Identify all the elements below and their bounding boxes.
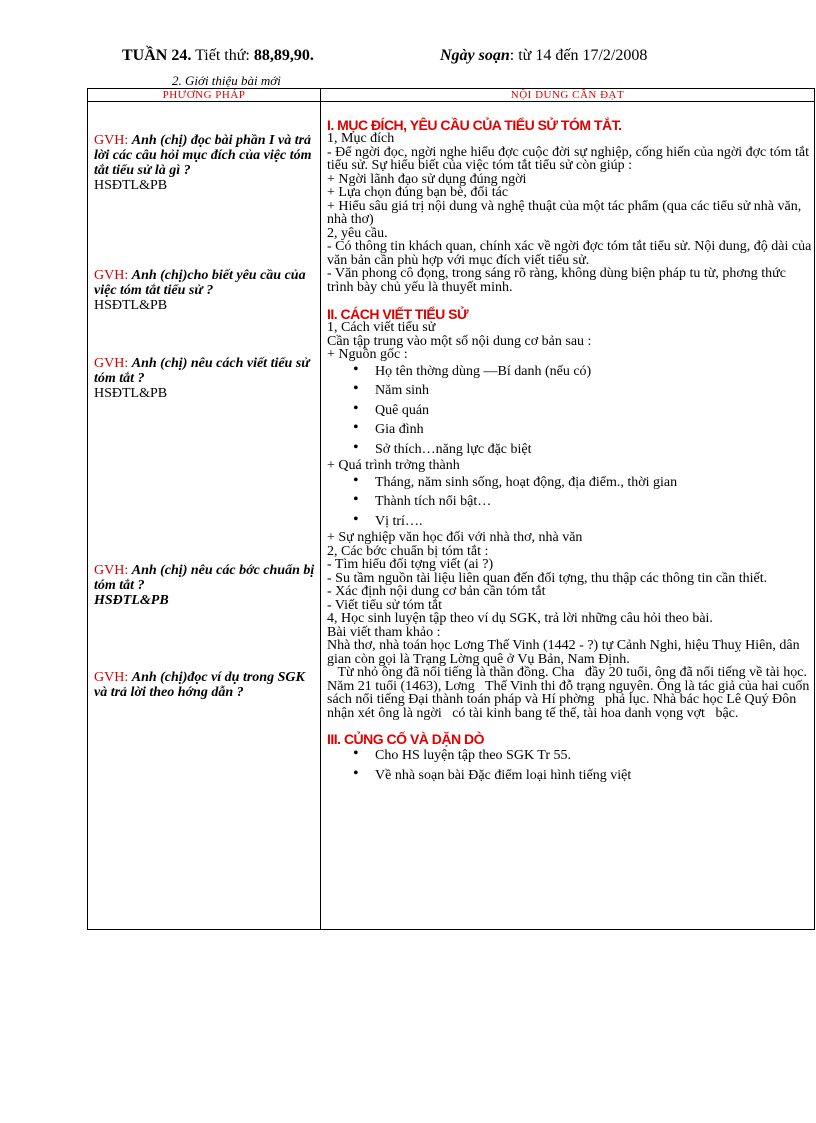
section-2-line: 1, Cách viết tiểu sử bbox=[327, 320, 436, 335]
section-3-title: III. CỦNG CỐ VÀ DẶN DÒ bbox=[327, 731, 485, 747]
section-2-line: + Quá trình trởng thành bbox=[327, 458, 460, 473]
method-column bbox=[88, 102, 321, 930]
section-2-line: - Xác định nội dung cơ bản cần tóm tắt bbox=[327, 584, 546, 599]
teacher-question-4: GVH: Anh (chị) nêu các bớc chuẩn bị tóm tắt ? HSĐTL&PB bbox=[94, 563, 315, 608]
section-1-line: - Để ngời đọc, ngời nghe hiểu đợc cuộc đời sự nghiệp, cống hiến của ngời đợc tóm tắt tiểu sử. Sự hiểu biết của việc tóm tắt tiểu sử còn giúp : bbox=[327, 144, 810, 173]
list-item: • Năm sinh bbox=[327, 381, 814, 401]
list-item: • Cho HS luyện tập theo SGK Tr 55. bbox=[327, 746, 814, 766]
teacher-question-1: GVH: Anh (chị) đọc bài phần I và trả lời các câu hỏi mục đích của việc tóm tắt tiểu sử là gì ? HSĐTL&PB bbox=[94, 133, 312, 193]
section-2-line: + Nguồn gốc : bbox=[327, 347, 408, 362]
list-item: • Quê quán bbox=[327, 401, 814, 421]
list-item: • Tháng, năm sinh sống, hoạt động, địa điểm., thời gian bbox=[327, 473, 814, 493]
date-value: : từ 14 đến 17/2/2008 bbox=[509, 47, 648, 64]
section-2-line: Nhà thơ, nhà toán học Lơng Thế Vinh (1442 - ?) tự Cảnh Nghi, hiệu Thuỵ Hiên, dân gian còn gọi là Trạng Lờng quê ở Vụ Bản, Nam Định. bbox=[327, 638, 800, 667]
subheading: 2. Giới thiệu bài mới bbox=[172, 73, 281, 88]
lesson-table bbox=[87, 88, 815, 930]
list-item: • Về nhà soạn bài Đặc điểm loại hình tiếng việt bbox=[327, 766, 814, 786]
list-item: • Vị trí…. bbox=[327, 512, 814, 532]
section-1-line: 1, Mục đích bbox=[327, 131, 395, 146]
list-item: • Thành tích nổi bật… bbox=[327, 492, 814, 512]
section-2-line: - Viết tiểu sử tóm tắt bbox=[327, 597, 442, 613]
section-2-line: Bài viết tham khảo : bbox=[327, 624, 441, 640]
date-label: Ngày soạn bbox=[440, 47, 510, 64]
content-column bbox=[321, 102, 815, 930]
page-header bbox=[122, 47, 648, 65]
section-2-line: Cần tập trung vào một số nội dung cơ bản sau : bbox=[327, 333, 592, 349]
section-1-line: 2, yêu cầu. bbox=[327, 225, 388, 241]
list-item: • Gia đình bbox=[327, 420, 814, 440]
section-2-line: - Tìm hiểu đối tợng viết (ai ?) bbox=[327, 557, 494, 572]
section-2-line: + Sự nghiệp văn học đối với nhà thơ, nhà văn bbox=[327, 530, 583, 545]
date-block bbox=[440, 47, 647, 65]
list-item: • Họ tên thờng dùng —Bí danh (nếu có) bbox=[327, 362, 814, 382]
teacher-question-2: GVH: Anh (chị)cho biết yêu cầu của việc tóm tắt tiểu sử ? HSĐTL&PB bbox=[94, 268, 306, 313]
list-item: • Sở thích…năng lực đặc biệt bbox=[327, 440, 814, 460]
section-1-line: - Văn phong cô đọng, trong sáng rõ ràng, không dùng biện pháp tu từ, phơng thức trình bày chủ yếu là thuyết minh. bbox=[327, 266, 786, 295]
section-1-line: + Ngời lãnh đạo sử dụng đúng ngời bbox=[327, 171, 527, 187]
teacher-question-5: GVH: Anh (chị)đọc ví dụ trong SGK và trả lời theo hớng dẫn ? bbox=[94, 670, 305, 700]
col-header-method: PHƯƠNG PHÁP bbox=[88, 89, 321, 102]
section-2-title: II. CÁCH VIẾT TIỂU SỬ bbox=[327, 306, 469, 322]
period-label: Tiết thứ: bbox=[195, 47, 250, 64]
section-2-line: Từ nhỏ ông đã nổi tiếng là thần đồng. Cha đầy 20 tuổi, ông đã nổi tiếng về tài học. Năm 21 tuổi (1463), Lơng Thế Vinh thi đỗ trạng nguyên. Ông là tác giả của hai cuốn sách nổi tiếng Đại thành toán pháp và Hí phờng phả lục. Nhà bác học Lê Quý Đôn nhận xét ông là ngời có tài kinh bang tế thế, tài hoa danh vọng vợt bậc. bbox=[327, 665, 813, 721]
section-1-line: + Hiểu sâu giá trị nội dung và nghệ thuật của một tác phẩm (qua các tiểu sử nhà văn, nhà thơ) bbox=[327, 198, 802, 227]
section-2-line: 2, Các bớc chuẩn bị tóm tắt : bbox=[327, 543, 489, 559]
section-1-title: I. MỤC ĐÍCH, YÊU CẦU CỦA TIỂU SỬ TÓM TẮT. bbox=[327, 117, 622, 133]
period-value: 88,89,90. bbox=[253, 47, 314, 64]
section-2-line: 4, Học sinh luyện tập theo ví dụ SGK, trả lời những câu hỏi theo bài. bbox=[327, 611, 713, 626]
section-2-line: - Su tầm nguồn tài liệu liên quan đến đối tợng, thu thập các thông tin cần thiết. bbox=[327, 570, 768, 586]
week-label: TUẦN 24. bbox=[122, 47, 192, 64]
teacher-question-3: GVH: Anh (chị) nêu cách viết tiểu sử tóm tắt ? HSĐTL&PB bbox=[94, 356, 310, 401]
section-1-line: - Có thông tin khách quan, chính xác về ngời đợc tóm tắt tiểu sử. Nội dung, độ dài của văn bản cần phù hợp với mục đích viết tiểu sử. bbox=[327, 239, 812, 268]
section-1-line: + Lựa chọn đúng bạn bè, đối tác bbox=[327, 185, 509, 200]
col-header-content: NỘI DUNG CẦN ĐẠT bbox=[321, 89, 815, 102]
